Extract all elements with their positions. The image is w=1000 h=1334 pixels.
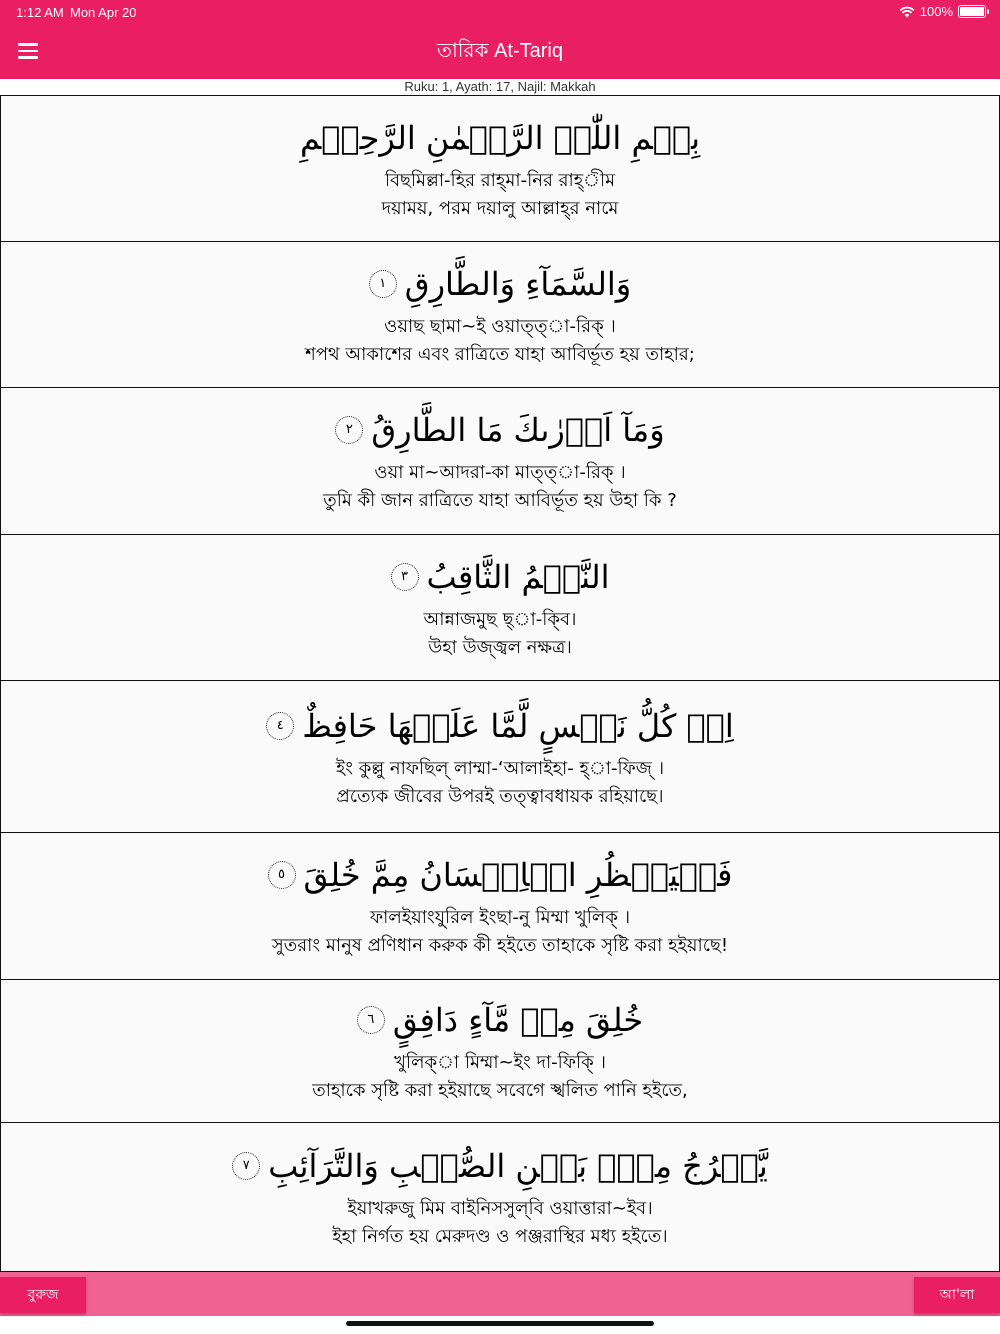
next-surah-button[interactable]: আ'লা <box>914 1277 1000 1313</box>
status-time: 1:12 AM <box>16 5 64 20</box>
page-title: তারিক At-Tariq <box>437 40 563 62</box>
arabic-text <box>300 115 700 161</box>
battery-icon <box>958 5 986 18</box>
arabic-verse: خُلِقَ مِنۡ مَّآءٍ دَافِقٍ <box>392 1001 644 1039</box>
surah-info: Ruku: 1, Ayath: 17, Najil: Makkah <box>404 79 596 94</box>
arabic-text <box>391 554 610 600</box>
ayah-card[interactable] <box>0 241 1000 388</box>
prev-surah-button[interactable]: বুরুজ <box>0 1277 86 1313</box>
arabic-text <box>335 407 664 453</box>
ayah-number-icon: ٤ <box>266 712 294 740</box>
battery-percent: 100% <box>919 4 953 19</box>
arabic-verse: بِسۡمِ اللّٰہِ الرَّحۡمٰنِ الرَّحِیۡمِ <box>299 118 701 157</box>
meaning: উহা উজ্জ্বল নক্ষত্র। <box>428 636 572 658</box>
ayah-card[interactable] <box>0 1122 1000 1272</box>
arabic-text <box>268 852 733 898</box>
ayah-number-icon: ٧ <box>232 1152 260 1180</box>
meaning: তুমি কী জান রাত্রিতে যাহা আবির্ভূত হয় উহা কি ? <box>323 490 677 511</box>
hamburger-icon[interactable] <box>14 38 42 64</box>
ayah-number-icon: ٢ <box>335 416 363 444</box>
arabic-verse: وَالسَّمَآءِ وَالطَّارِقِ <box>404 264 632 303</box>
meaning: দয়াময়, পরম দয়ালু আল্লাহ্‌র নামে <box>381 197 619 219</box>
ayah-card[interactable] <box>0 387 1000 535</box>
arabic-verse: وَمَآ اَدۡرٰىكَ مَا الطَّارِقُ <box>371 411 665 449</box>
transliteration: ফালইয়াংযু্‌রিল ইংছা-নু মিম্মা খুলিক্‌ । <box>369 907 631 928</box>
arabic-text <box>369 261 631 307</box>
transliteration: আন্নাজমুছ ছ্‌া-কি্‌ব। <box>423 608 577 630</box>
meaning: সুতরাং মানুষ প্রণিধান করুক কী হইতে তাহাকে সৃষ্টি করা হইয়াছে! <box>271 935 729 956</box>
transliteration: ওয়া মা~আদরা-কা মাত্ত্‌া-রিক্‌ । <box>374 462 626 483</box>
app-header <box>0 0 1000 79</box>
bottom-nav <box>0 1272 1000 1316</box>
transliteration: বিছমিল্লা-হির রাহ্‌মা-নির রাহ্‌ীম <box>384 169 616 191</box>
meaning: ইহা নির্গত হয় মেরুদণ্ড ও পঞ্জরাস্থির মধ্য হইতে। <box>332 1226 668 1247</box>
arabic-text <box>232 1143 768 1189</box>
transliteration: খুলিক্‌া মিম্মা~ইং দা-ফিকি্‌ । <box>394 1052 606 1073</box>
ayah-number-icon: ١ <box>369 270 397 298</box>
arabic-verse: فَلۡيَنۡظُرِ الۡاِنۡسَانُ مِمَّ خُلِقَ <box>303 856 733 894</box>
status-right <box>899 4 986 19</box>
meaning: প্রত্যেক জীবের উপরই তত্ত্বাবধায়ক রহিয়াছে। <box>336 785 664 807</box>
ayah-number-icon: ٥ <box>268 861 296 889</box>
transliteration: ইং কুল্লু নাফছিল্‌ লাম্মা-‘আলাইহা- হ্‌া-ফিজ্‌ । <box>335 757 665 779</box>
ayah-card[interactable] <box>0 95 1000 242</box>
arabic-text <box>266 703 734 749</box>
ayah-card[interactable] <box>0 534 1000 681</box>
meaning: শপথ আকাশের এবং রাত্রিতে যাহা আবির্ভূত হয় তাহার; <box>305 343 695 365</box>
home-indicator[interactable] <box>346 1321 654 1326</box>
status-date: Mon Apr 20 <box>70 5 137 20</box>
wifi-icon <box>899 6 915 18</box>
arabic-verse: اِنۡ كُلُّ نَفۡسٍ لَّمَّا عَلَيۡهَا حَافِظٌ <box>302 706 734 745</box>
ayah-card[interactable] <box>0 979 1000 1123</box>
ayah-number-icon: ٦ <box>357 1006 385 1034</box>
ayah-number-icon: ٣ <box>391 563 419 591</box>
status-bar <box>0 0 1000 26</box>
transliteration: ওয়াছ ছামা~ই ওয়াত্‌ত্‌া-রিক্‌ । <box>384 315 616 337</box>
ayah-card[interactable] <box>0 832 1000 980</box>
ayah-card[interactable] <box>0 680 1000 833</box>
transliteration: ইয়াখরুজু মিম বাইনিসসুল্‌বি ওয়াত্তারা~ইব। <box>347 1198 653 1219</box>
arabic-text <box>357 997 643 1043</box>
ayah-list[interactable] <box>0 95 1000 1272</box>
arabic-verse: النَّجۡمُ الثَّاقِبُ <box>426 557 610 596</box>
arabic-verse: يَّخۡرُجُ مِنۡۢ بَيۡنِ الصُّلۡبِ وَالتَّرَآئِبِ <box>268 1147 768 1185</box>
meaning: তাহাকে সৃষ্টি করা হইয়াছে সবেগে স্খলিত পানি হইতে, <box>312 1080 688 1101</box>
